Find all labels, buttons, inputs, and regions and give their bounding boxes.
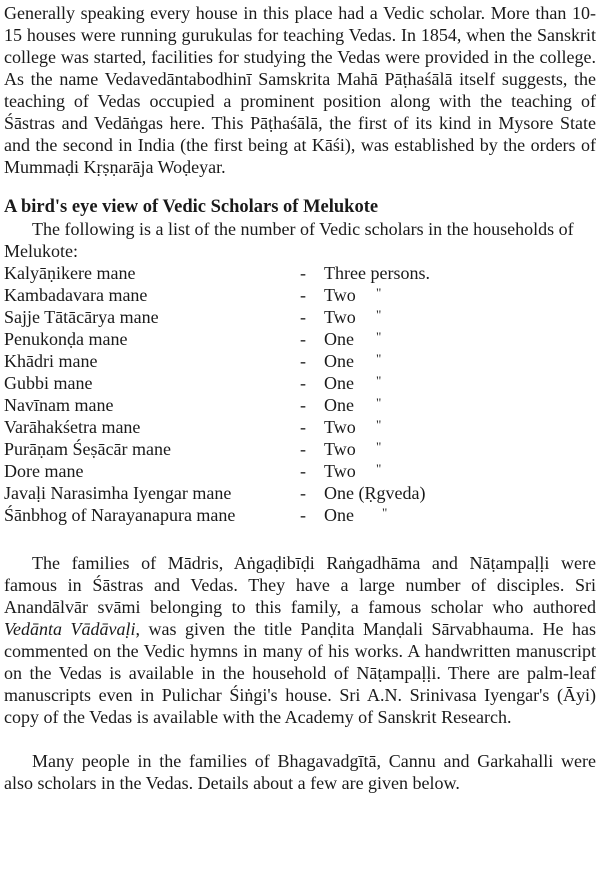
- section-lead: The following is a list of the number of Vedic scholars in the households of Melukote:: [4, 219, 574, 261]
- household-name: Sajje Tātācārya mane: [4, 307, 159, 327]
- separator: -: [300, 505, 306, 525]
- household-name: Dore mane: [4, 461, 84, 481]
- book-title: Vedānta Vādāvaḷi: [4, 619, 136, 639]
- separator: -: [300, 373, 306, 393]
- scholar-count: Two: [324, 307, 356, 327]
- household-name: Khādri mane: [4, 351, 98, 371]
- scholar-list: [4, 262, 596, 526]
- families-text-after: , was given the title Panḍita Manḍali Sārvabhauma. He has commented on the Vedic hymns in many of his works. A handwritten manuscript on the Vedas is available in the household of Nāṭampaḷḷi. There are palm-leaf manuscripts even in Pulichar Śiṅgi's house. Sri A.N. Srinivasa Iyengar's (Āyi) copy of the Vedas is available with the Academy of Sanskrit Research.: [4, 619, 597, 727]
- separator: -: [300, 307, 306, 327]
- scholar-count: One: [324, 329, 354, 349]
- list-item: [4, 262, 596, 284]
- scholar-count: Three persons.: [324, 263, 430, 283]
- list-item: [4, 350, 596, 372]
- separator: -: [300, 417, 306, 437]
- ditto-mark: ": [376, 329, 382, 344]
- scholar-count: One: [324, 373, 354, 393]
- separator: -: [300, 285, 306, 305]
- household-name: Navīnam mane: [4, 395, 114, 415]
- scholar-count: Two: [324, 461, 356, 481]
- ditto-mark: ": [376, 395, 382, 410]
- ditto-mark: ": [376, 307, 382, 322]
- ditto-mark: ": [376, 373, 382, 388]
- household-name: Kambadavara mane: [4, 285, 148, 305]
- separator: -: [300, 263, 306, 283]
- household-name: Varāhakśetra mane: [4, 417, 141, 437]
- section-heading: A bird's eye view of Vedic Scholars of Melukote: [4, 197, 379, 217]
- intro-paragraph: Generally speaking every house in this place had a Vedic scholar. More than 10-15 houses were running gurukulas for teaching Vedas. In 1854, when the Sanskrit college was started, facilities for studying the Vedas were provided in the college. As the name Vedavedāntabodhinī Samskrita Mahā Pāṭhaśālā itself suggests, the teaching of Vedas occupied a prominent position along with the teaching of Śāstras and Vedāṅgas here. This Pāṭhaśālā, the first of its kind in Mysore State and the second in India (the first being at Kāśi), was established by the orders of Mummaḍi Kṛṣṇarāja Woḍeyar.: [4, 3, 596, 177]
- list-item: [4, 372, 596, 394]
- list-item: [4, 482, 596, 504]
- families-text-before: The families of Mādris, Aṅgaḍibīḍi Raṅgadhāma and Nāṭampaḷḷi were famous in Śāstras and Vedas. They have a large number of disciples. Sri Anandālvār svāmi belonging to this family, a famous scholar who authored: [4, 553, 596, 617]
- household-name: Gubbi mane: [4, 373, 93, 393]
- scholar-count: Two: [324, 439, 356, 459]
- separator: -: [300, 351, 306, 371]
- separator: -: [300, 395, 306, 415]
- families-paragraph: [4, 552, 596, 728]
- list-item: [4, 460, 596, 482]
- document-page: [4, 2, 596, 794]
- list-item: [4, 284, 596, 306]
- list-item: [4, 306, 596, 328]
- ditto-mark: ": [382, 505, 388, 520]
- scholar-count: One: [324, 351, 354, 371]
- list-item: [4, 394, 596, 416]
- list-item: [4, 328, 596, 350]
- separator: -: [300, 461, 306, 481]
- separator: -: [300, 483, 306, 503]
- household-name: Javaḷi Narasimha Iyengar mane: [4, 483, 232, 503]
- household-name: Purāṇam Śeṣācār mane: [4, 439, 171, 459]
- ditto-mark: ": [376, 351, 382, 366]
- separator: -: [300, 329, 306, 349]
- ditto-mark: ": [376, 461, 382, 476]
- scholar-count: Two: [324, 417, 356, 437]
- ditto-mark: ": [376, 439, 382, 454]
- scholar-count: Two: [324, 285, 356, 305]
- list-item: [4, 504, 596, 526]
- ditto-mark: ": [376, 417, 382, 432]
- scholar-count: One: [324, 505, 354, 525]
- list-item: [4, 438, 596, 460]
- household-name: Penukonḍa mane: [4, 329, 128, 349]
- list-item: [4, 416, 596, 438]
- scholar-count: One: [324, 395, 354, 415]
- household-name: Kalyāṇikere mane: [4, 263, 136, 283]
- closing-paragraph: Many people in the families of Bhagavadgītā, Cannu and Garkahalli were also scholars in the Vedas. Details about a few are given below.: [4, 751, 596, 793]
- scholar-count: One (Ṛgveda): [324, 483, 426, 503]
- household-name: Śānbhog of Narayanapura mane: [4, 505, 236, 525]
- ditto-mark: ": [376, 285, 382, 300]
- separator: -: [300, 439, 306, 459]
